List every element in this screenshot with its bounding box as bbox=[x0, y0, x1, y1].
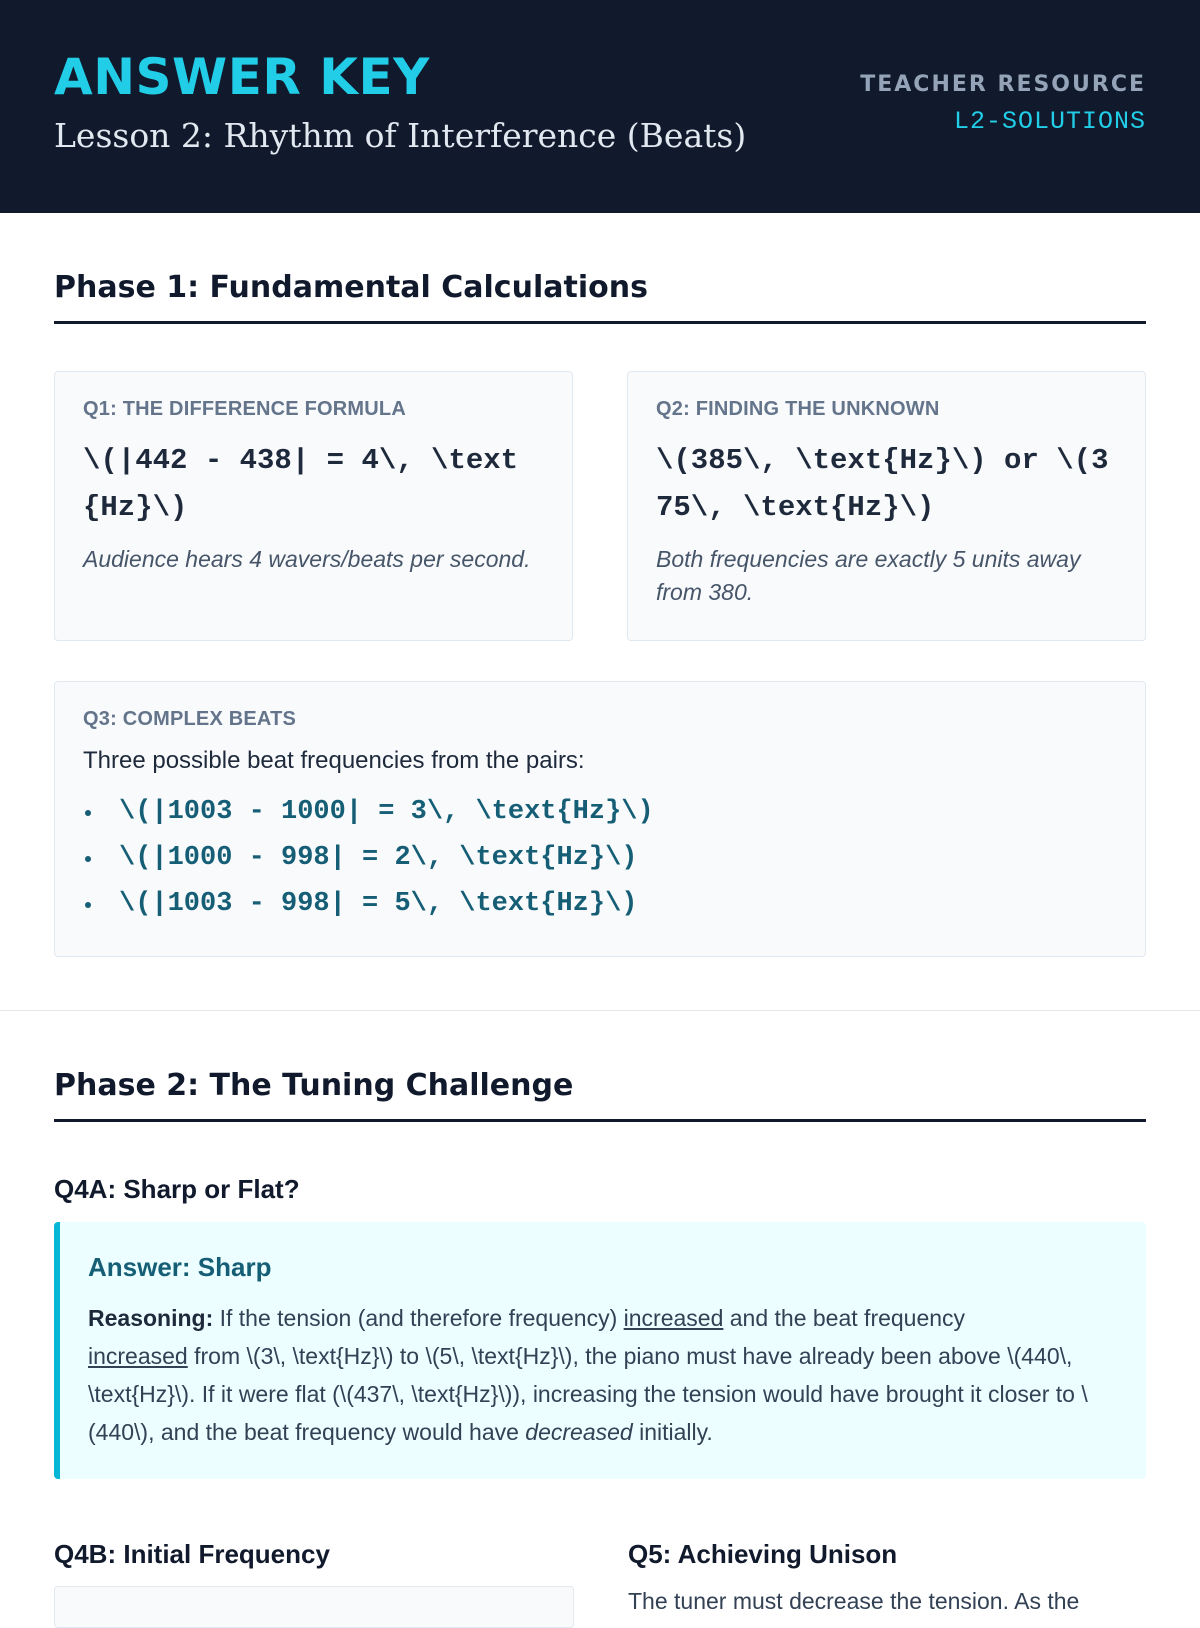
q1-math: \(|442 - 438| = 4\, \text{Hz}\) bbox=[83, 444, 519, 524]
q4b-heading: Q4B: Initial Frequency bbox=[54, 1539, 330, 1569]
list-item: \(|1000 - 998| = 2\, \text{Hz}\) bbox=[83, 835, 1117, 881]
q4a-reasoning bbox=[88, 1299, 1116, 1451]
lesson-subtitle: Lesson 2: Rhythm of Interference (Beats) bbox=[54, 116, 747, 155]
reasoning-text-2: and the beat frequency bbox=[723, 1305, 966, 1331]
document-code: L2-SOLUTIONS bbox=[953, 107, 1146, 136]
list-item: \(|1003 - 998| = 5\, \text{Hz}\) bbox=[83, 881, 1117, 927]
q1-label: Q1: THE DIFFERENCE FORMULA bbox=[83, 398, 406, 420]
reasoning-text-4: initially. bbox=[632, 1419, 713, 1445]
beat-list bbox=[83, 789, 1117, 927]
section-divider bbox=[0, 1010, 1200, 1011]
resource-tag: TEACHER RESOURCE bbox=[860, 72, 1146, 97]
list-item: \(|1003 - 1000| = 3\, \text{Hz}\) bbox=[83, 789, 1117, 835]
phase1-title: Phase 1: Fundamental Calculations bbox=[54, 270, 1146, 324]
q4a-answer: Answer: Sharp bbox=[88, 1252, 272, 1282]
q2-card bbox=[627, 371, 1146, 641]
q5-text: The tuner must decrease the tension. As the bbox=[628, 1588, 1080, 1614]
q4a-heading: Q4A: Sharp or Flat? bbox=[54, 1174, 300, 1204]
emphasis-decreased: decreased bbox=[525, 1419, 633, 1445]
q3-intro: Three possible beat frequencies from the pairs: bbox=[83, 747, 585, 774]
q5-heading: Q5: Achieving Unison bbox=[628, 1539, 898, 1569]
page-header bbox=[0, 0, 1200, 213]
q3-card bbox=[54, 681, 1146, 957]
q3-label: Q3: COMPLEX BEATS bbox=[83, 708, 297, 730]
emphasis-increased: increased bbox=[623, 1305, 724, 1331]
q4a-answer-box bbox=[54, 1222, 1146, 1479]
q4b-card bbox=[54, 1586, 574, 1628]
q2-note: Both frequencies are exactly 5 units away from 380. bbox=[656, 546, 1081, 605]
reasoning-label: Reasoning: bbox=[88, 1305, 214, 1331]
phase2-title: Phase 2: The Tuning Challenge bbox=[54, 1068, 1146, 1122]
q2-label: Q2: FINDING THE UNKNOWN bbox=[656, 398, 940, 420]
q1-card bbox=[54, 371, 573, 641]
q2-math: \(385\, \text{Hz}\) or \(375\, \text{Hz}\) bbox=[656, 444, 1109, 524]
header-meta bbox=[860, 72, 1146, 136]
reasoning-text-3: from \(3\, \text{Hz}\) to \(5\, \text{Hz}\), the piano must have already been above \(440\, \text{Hz}\). If it were flat (\(437\, \text{Hz}\)), increasing the tension would have brought it closer to \(440\), and the beat frequency would have bbox=[88, 1343, 1088, 1445]
reasoning-text-1: If the tension (and therefore frequency) bbox=[213, 1305, 624, 1331]
q1-note: Audience hears 4 wavers/beats per second. bbox=[83, 546, 531, 572]
page-title: ANSWER KEY bbox=[54, 48, 430, 106]
emphasis-increased-2: increased bbox=[88, 1343, 188, 1369]
